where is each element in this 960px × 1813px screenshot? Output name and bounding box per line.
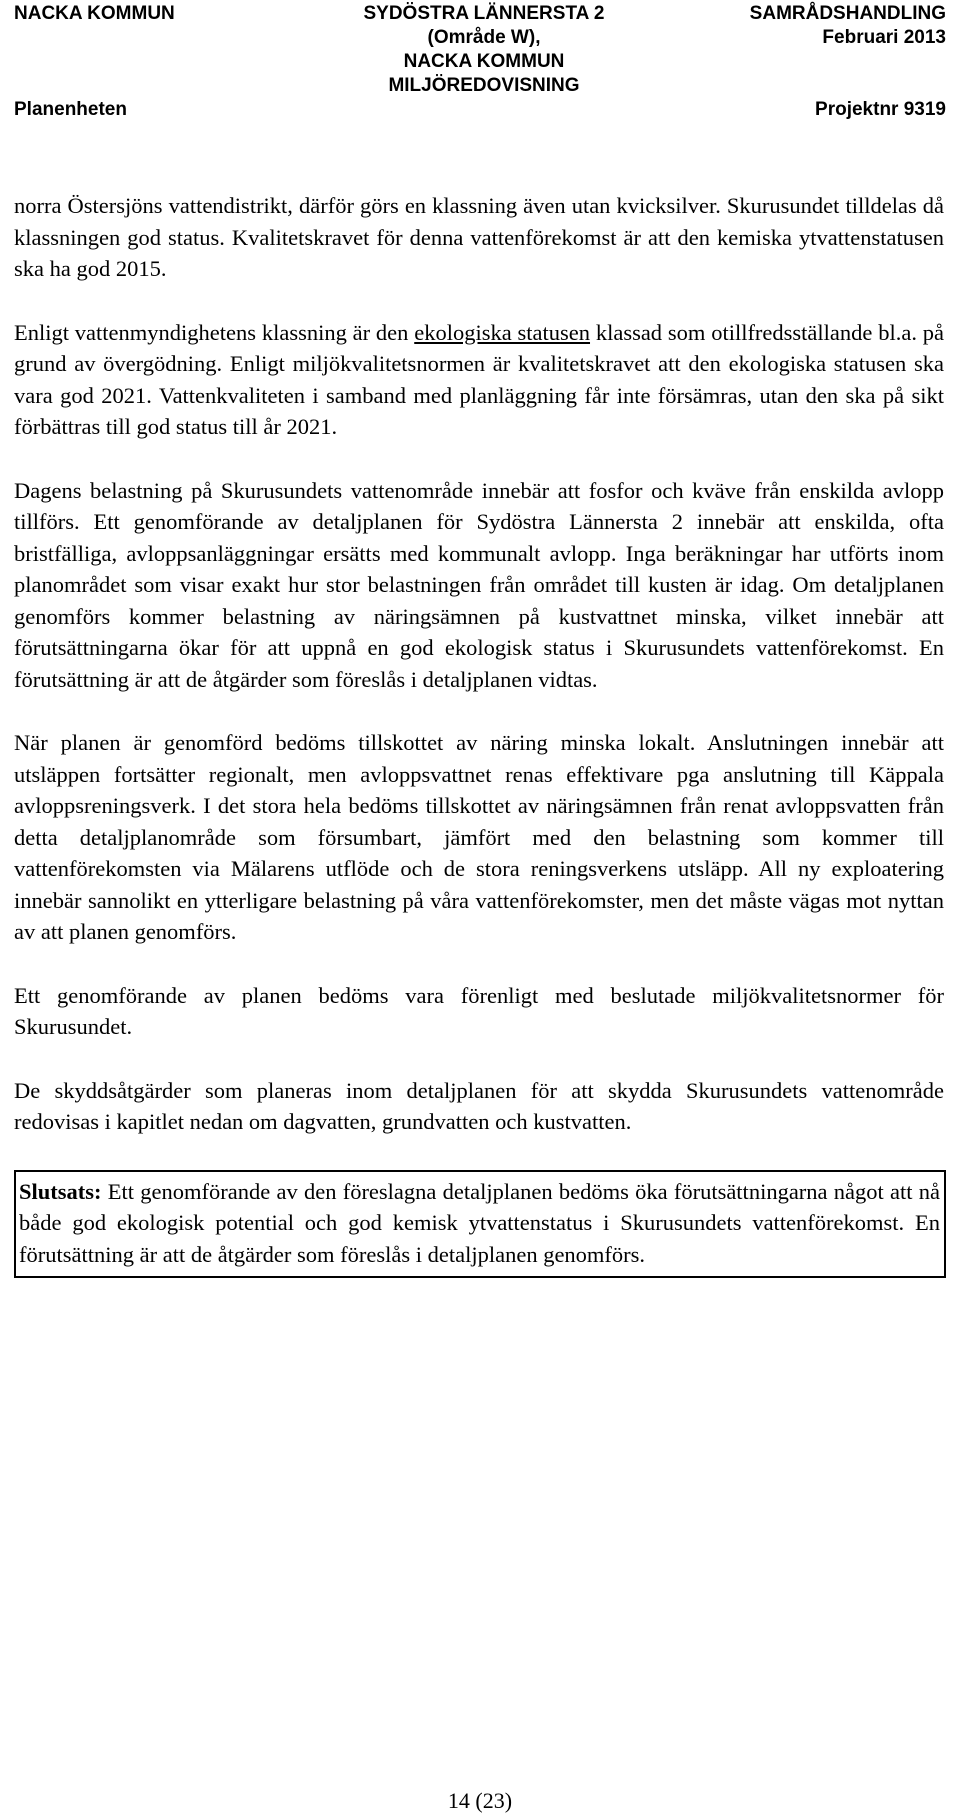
header-document-type: MILJÖREDOVISNING	[388, 75, 580, 96]
header-municipality-center: NACKA KOMMUN	[403, 51, 565, 72]
document-body	[14, 190, 944, 1310]
page-number: 14 (23)	[447, 1788, 513, 1813]
header-status: SAMRÅDSHANDLING	[749, 3, 946, 24]
header-center	[324, 2, 644, 98]
paragraph-1: norra Östersjöns vattendistrikt, därför görs en klassning även utan kvicksilver. Skurusundet tilldelas då klassningen god status. Kvalitetskravet för denna vattenförekomst är att den kemiska ytvattenstatusen ska ha god 2015.	[14, 193, 944, 281]
paragraph-3: Dagens belastning på Skurusundets vattenområde innebär att fosfor och kväve från enskilda avlopp tillförs. Ett genomförande av detaljplanen för Sydöstra Lännersta 2 innebär att enskilda, ofta bristfälliga, avloppsanläggningar ersätts med kommunalt avlopp. Inga beräkningar har utförts inom planområdet som visar exakt hur stor belastningen från området till kusten är idag. Om detaljplanen genomförs kommer belastning av näringsämnen på kustvattnet minska, vilket innebär att förutsättningarna ökar för att uppnå en god ekologisk status i Skurusundets vattenförekomst. En förutsättning är att de åtgärder som föreslås i detaljplanen vidtas.	[14, 477, 944, 692]
conclusion-text: Ett genomförande av den föreslagna detaljplanen bedöms öka förutsättningarna något att nå både god ekologisk potential och god kemisk ytvattenstatus i Skurusundets vattenförekomst. En förutsättning är att de åtgärder som föreslås i detaljplanen genomförs.	[19, 1178, 940, 1267]
header-plan-name: SYDÖSTRA LÄNNERSTA 2	[363, 3, 605, 24]
conclusion-box	[14, 1170, 946, 1279]
header-date: Februari 2013	[822, 27, 946, 48]
header-left	[14, 2, 234, 26]
paragraph-2-start: Enligt vattenmyndighetens klassning är den	[14, 319, 415, 345]
page-header	[14, 2, 946, 126]
paragraph-5: Ett genomförande av planen bedöms vara förenligt med beslutade miljökvalitetsnormer för Skurusundet.	[14, 982, 944, 1039]
header-area: (Område W),	[427, 27, 541, 48]
header-department: Planenheten	[14, 99, 127, 120]
paragraph-2-end: klassad som otillfredsställande bl.a. på grund av övergödning. Enligt miljökvalitetsnormen är kvalitetskravet att den ekologiska statusen ska vara god 2021. Vattenkvaliteten i samband med planläggning får inte försämras, utan den ska på sikt förbättras till god status till år 2021.	[14, 319, 944, 439]
paragraph-4: När planen är genomförd bedöms tillskottet av näring minska lokalt. Anslutningen innebär att utsläppen fortsätter regionalt, men avloppsvattnet renas effektivare pga anslutning till Käppala avloppsreningsverk. I det stora hela bedöms tillskottet av näringsämnen från renat avloppsvatten från detta detaljplanområde som försumbart, jämfört med den belastning som kommer till vattenförekomsten via Mälarens utflöde och de stora reningsverkens utsläpp. All ny exploatering innebär sannolikt en ytterligare belastning på våra vattenförekomster, men det måste vägas mot nyttan av att planen genomförs.	[14, 730, 944, 944]
ecological-status-underlined: ekologiska statusen	[414, 319, 591, 345]
conclusion-label: Slutsats:	[19, 1178, 102, 1204]
paragraph-2	[14, 317, 944, 443]
paragraph-6: De skyddsåtgärder som planeras inom detaljplanen för att skydda Skurusundets vattenområde redovisas i kapitlet nedan om dagvatten, grundvatten och kustvatten.	[14, 1077, 944, 1134]
header-right	[686, 2, 946, 50]
header-project-number: Projektnr 9319	[815, 99, 946, 120]
header-municipality: NACKA KOMMUN	[14, 3, 175, 24]
